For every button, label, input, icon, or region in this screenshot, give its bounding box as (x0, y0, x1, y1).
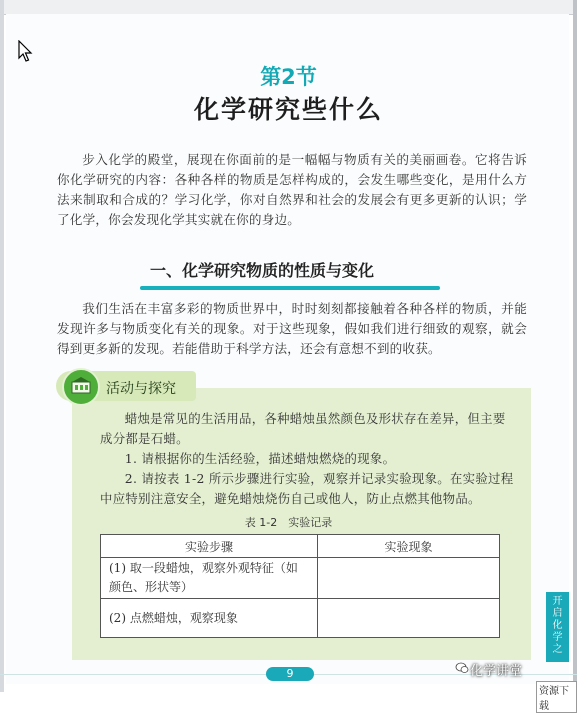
table-cell-phenomenon (318, 558, 500, 599)
activity-intro: 蜡烛是常见的生活用品，各种蜡烛虽然颜色及形状存在差异，但主要成分都是石蜡。 (100, 411, 506, 446)
subsection-heading: 一、化学研究物质的性质与变化 (150, 261, 375, 280)
scan-top-edge (0, 0, 577, 15)
table-row (101, 599, 500, 638)
table-cell-phenomenon (318, 599, 500, 638)
table-cell-step: (2) 点燃蜡烛，观察现象 (101, 599, 318, 638)
table-header-phenomena: 实验现象 (318, 535, 500, 558)
corner-label: 资源下载 (536, 681, 577, 713)
activity-step-1: 1. 请根据你的生活经验，描述蜡烛燃烧的现象。 (124, 451, 396, 466)
table-cell-step: (1) 取一段蜡烛，观察外观特征（如颜色、形状等） (101, 558, 318, 599)
table-caption: 表 1-2 实验记录 (244, 516, 333, 529)
page-number: 9 (266, 667, 314, 681)
subsection-heading-block (140, 256, 440, 290)
side-tab-text: 开启化学之 (552, 596, 563, 655)
section-title: 化学研究些什么 (193, 95, 383, 124)
section-number: 第2节 (260, 65, 317, 89)
chapter-side-tab (546, 592, 569, 662)
body-paragraph: 我们生活在丰富多彩的物质世界中，时时刻刻都接触着各种各样的物质，并能发现许多与物质变化有关的现象。对于这些现象，假如我们进行细致的观察，就会得到更多新的发现。若能借助于科学方法，还会有意想不到的收获。 (57, 301, 527, 356)
watermark-text: 化学讲堂 (470, 664, 523, 679)
table-header-row (101, 535, 500, 558)
table-header-steps: 实验步骤 (101, 535, 318, 558)
experiment-record-table (100, 534, 500, 638)
activity-step-2: 2. 请按表 1-2 所示步骤进行实验，观察并记录实验现象。在实验过程中应特别注意安全，避免蜡烛烧伤自己或他人，防止点燃其他物品。 (100, 471, 514, 506)
heading-underline (140, 286, 440, 290)
activity-icon (62, 368, 100, 406)
table-row (101, 558, 500, 599)
activity-label: 活动与探究 (106, 381, 176, 397)
chat-bubble-icon (455, 662, 469, 674)
intro-paragraph: 步入化学的殿堂，展现在你面前的是一幅幅与物质有关的美丽画卷。它将告诉你化学研究的内容：各种各样的物质是怎样构成的，会发生哪些变化，是用什么方法来制取和合成的？学习化学，你对自然界和社会的发展会有更多更新的认识；学了化学，你会发现化学其实就在你的身边。 (57, 152, 527, 227)
